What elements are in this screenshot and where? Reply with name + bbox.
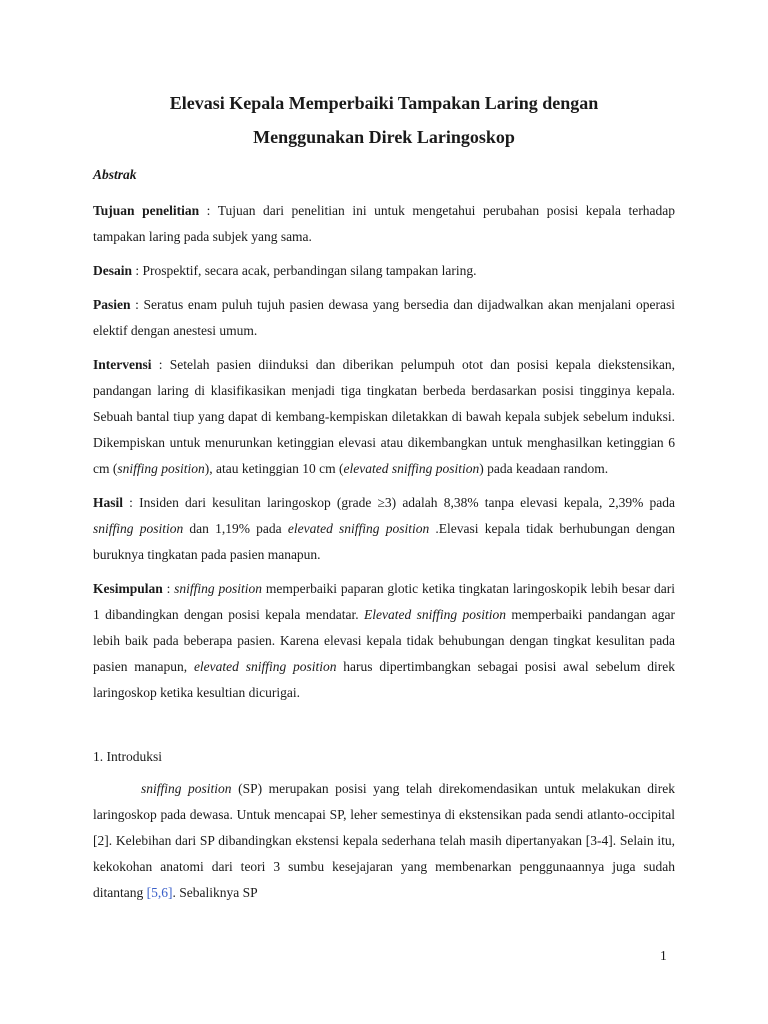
abstract-pasien: [93, 292, 675, 344]
abstract-heading: Abstrak: [93, 167, 137, 182]
kesimpulan-text-2: memperbaiki pandangan agar lebih baik pada beberapa pasien. Karena elevasi kepala tidak behubungan dengan tingkat kesulitan pada pasien manapun,: [93, 607, 675, 674]
abstract-desain: [93, 258, 675, 284]
kesimpulan-italic-2: Elevated sniffing position: [364, 607, 506, 622]
title-line-2: Menggunakan Direk Laringoskop: [253, 127, 515, 147]
desain-text: Prospektif, secara acak, perbandingan silang tampakan laring.: [142, 263, 477, 278]
kesimpulan-text-3: harus dipertimbangkan sebagai posisi awal sebelum direk laringoskop ketika kesultian dicurigai.: [93, 659, 675, 700]
pasien-label: Pasien: [93, 297, 131, 312]
hasil-italic-1: sniffing position: [93, 521, 184, 536]
desain-label: Desain: [93, 263, 133, 278]
intro-paragraph: [93, 776, 675, 906]
hasil-sep: :: [123, 495, 140, 510]
title-line-1: Elevasi Kepala Memperbaiki Tampakan Laring dengan: [169, 93, 599, 113]
kesimpulan-label: Kesimpulan: [93, 581, 163, 596]
pasien-sep: :: [130, 297, 144, 312]
intervensi-italic-1: sniffing position: [117, 461, 205, 476]
intervensi-italic-2: elevated sniffing position: [343, 461, 480, 476]
tujuan-text: Tujuan dari penelitian ini untuk mengetahui perubahan posisi kepala terhadap tampakan laring pada subjek yang sama.: [93, 203, 676, 244]
desain-sep: :: [132, 263, 143, 278]
hasil-text-3: .Elevasi kepala tidak berhubungan dengan buruknya tingkatan pada pasien manapun.: [93, 521, 676, 562]
kesimpulan-sep: :: [162, 581, 175, 596]
intro-heading: 1. Introduksi: [93, 749, 162, 764]
intro-italic-1: sniffing position: [141, 781, 232, 796]
tujuan-sep: :: [199, 203, 218, 218]
intervensi-label: Intervensi: [93, 357, 152, 372]
pasien-text: Seratus enam puluh tujuh pasien dewasa yang bersedia dan dijadwalkan akan menjalani operasi elektif dengan anestesi umum.: [93, 297, 675, 338]
tujuan-label: Tujuan penelitian: [93, 203, 200, 218]
intervensi-text-2: ), atau ketinggian 10 cm (: [204, 461, 344, 476]
abstract-intervensi: [93, 352, 675, 482]
kesimpulan-italic-3: elevated sniffing position: [193, 659, 337, 674]
intro-text-2: . Sebaliknya SP: [172, 885, 258, 900]
hasil-text-1: Insiden dari kesulitan laringoskop (grade ≥3) adalah 8,38% tanpa elevasi kepala, 2,39% pada: [139, 495, 675, 510]
page-number: 1: [660, 948, 667, 963]
abstract-kesimpulan: [93, 576, 675, 706]
intervensi-text-1: Setelah pasien diinduksi dan diberikan pelumpuh otot dan posisi kepala diekstensikan, pandangan laring di klasifikasikan menjadi tiga tingkatan berbeda berdasarkan posisi tingginya kepala. Sebuah bantal tiup yang dapat di kembang-kempiskan diletakkan di bawah kepala subjek sebelum induksi. Dikempiskan untuk menurunkan ketinggian elevasi atau dikembangkan untuk menghasilkan ketinggian 6 cm (: [93, 357, 675, 476]
abstract-hasil: [93, 490, 675, 568]
paper-body: [93, 162, 675, 914]
paper-title: [93, 86, 675, 154]
intervensi-sep: :: [151, 357, 170, 372]
hasil-text-2: dan 1,19% pada: [183, 521, 288, 536]
hasil-label: Hasil: [93, 495, 124, 510]
intro-text-1: (SP) merupakan posisi yang telah direkomendasikan untuk melakukan direk laringoskop pada dewasa. Untuk mencapai SP, leher semestinya di ekstensikan pada sendi atlanto-occipital [2]. Kelebihan dari SP dibandingkan ekstensi kepala sederhana telah masih dipertanyakan [3-4]. Selain itu, kekokohan anatomi dari teori 3 sumbu kesejajaran yang membenarkan penggunaannya juga sudah ditantang: [93, 781, 675, 900]
citation-link[interactable]: [5,6]: [146, 885, 173, 900]
kesimpulan-italic-1: sniffing position: [174, 581, 263, 596]
kesimpulan-text-1: memperbaiki paparan glotic ketika tingkatan laringoskopik lebih besar dari 1 dibandingkan dengan posisi kepala mendatar.: [93, 581, 675, 622]
intervensi-text-3: ) pada keadaan random.: [479, 461, 609, 476]
hasil-italic-2: elevated sniffing position: [287, 521, 430, 536]
abstract-tujuan: [93, 198, 675, 250]
